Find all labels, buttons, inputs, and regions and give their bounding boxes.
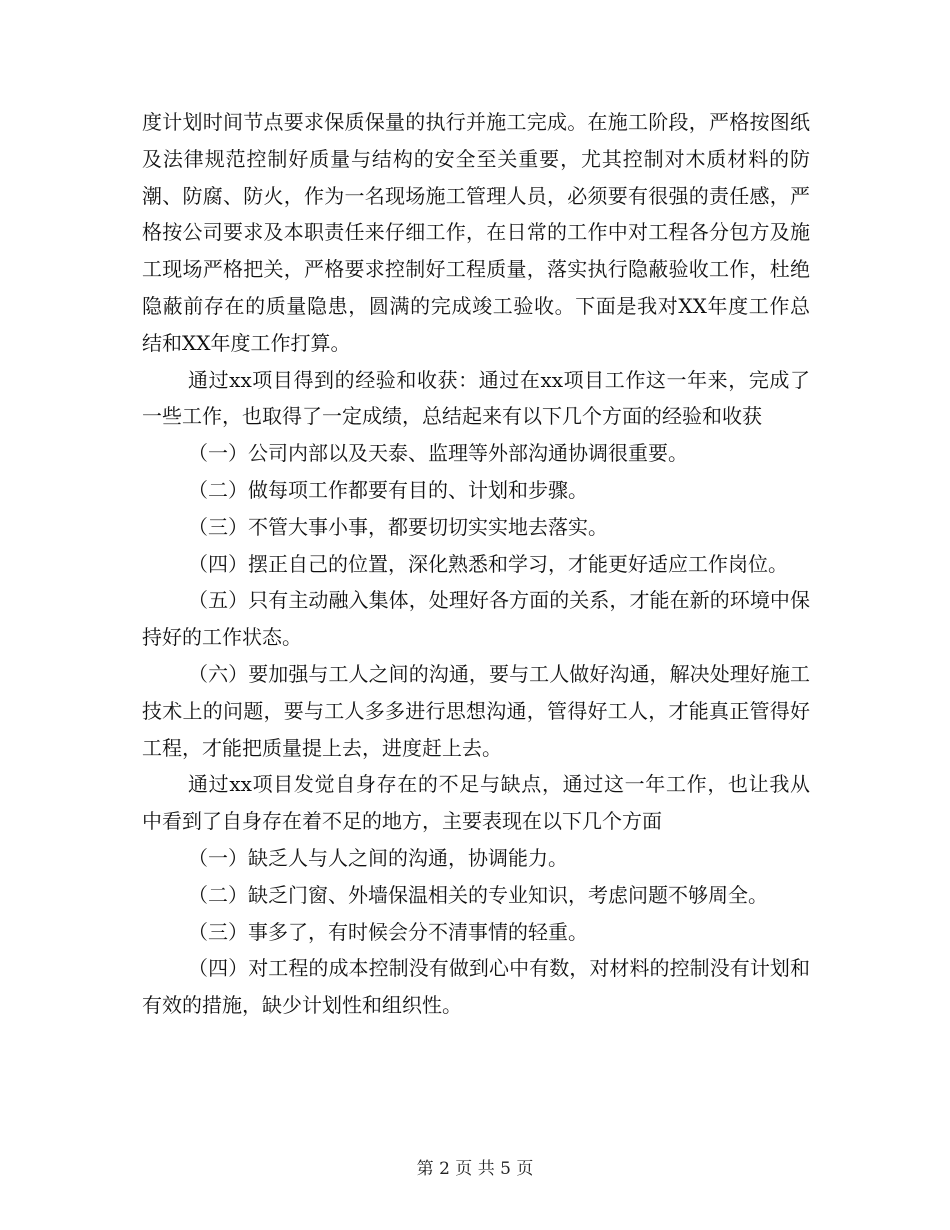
list-item-experience-1: （一）公司内部以及天泰、监理等外部沟通协调很重要。	[188, 441, 688, 466]
list-item-shortcoming-2: （二）缺乏门窗、外墙保温相关的专业知识，考虑问题不够周全。	[188, 882, 768, 907]
list-item-shortcoming-1: （一）缺乏人与人之间的沟通，协调能力。	[188, 845, 568, 870]
list-item-experience-5: （五）只有主动融入集体，处理好各方面的关系，才能在新的环境中保持好的工作状态。	[142, 588, 810, 650]
list-item-shortcoming-3: （三）事多了，有时候会分不清事情的轻重。	[188, 919, 588, 944]
list-item-shortcoming-4: （四）对工程的成本控制没有做到心中有数，对材料的控制没有计划和有效的措施，缺少计划性和组织性。	[142, 956, 810, 1018]
list-item-experience-4: （四）摆正自己的位置，深化熟悉和学习，才能更好适应工作岗位。	[188, 551, 788, 576]
paragraph-shortcomings-intro: 通过xx项目发觉自身存在的不足与缺点，通过这一年工作，也让我从中看到了自身存在着不足的地方，主要表现在以下几个方面	[142, 772, 810, 834]
document-body	[142, 104, 810, 1024]
list-item-experience-2: （二）做每项工作都要有目的、计划和步骤。	[188, 477, 588, 502]
page-number-footer: 第 2 页 共 5 页	[416, 1159, 534, 1179]
paragraph-continuation: 度计划时间节点要求保质保量的执行并施工完成。在施工阶段，严格按图纸及法律规范控制好质量与结构的安全至关重要，尤其控制对木质材料的防潮、防腐、防火，作为一名现场施工管理人员，必须要有很强的责任感，严格按公司要求及本职责任来仔细工作，在日常的工作中对工程各分包方及施工现场严格把关，严格要求控制好工程质量，落实执行隐蔽验收工作，杜绝隐蔽前存在的质量隐患，圆满的完成竣工验收。下面是我对XX年度工作总结和XX年度工作打算。	[142, 110, 810, 355]
paragraph-experience-intro: 通过xx项目得到的经验和收获：通过在xx项目工作这一年来，完成了一些工作，也取得了一定成绩，总结起来有以下几个方面的经验和收获	[142, 367, 810, 429]
list-item-experience-3: （三）不管大事小事，都要切切实实地去落实。	[188, 514, 608, 539]
list-item-experience-6: （六）要加强与工人之间的沟通，要与工人做好沟通，解决处理好施工技术上的问题，要与工人多多进行思想沟通，管得好工人，才能真正管得好工程，才能把质量提上去，进度赶上去。	[142, 661, 810, 760]
